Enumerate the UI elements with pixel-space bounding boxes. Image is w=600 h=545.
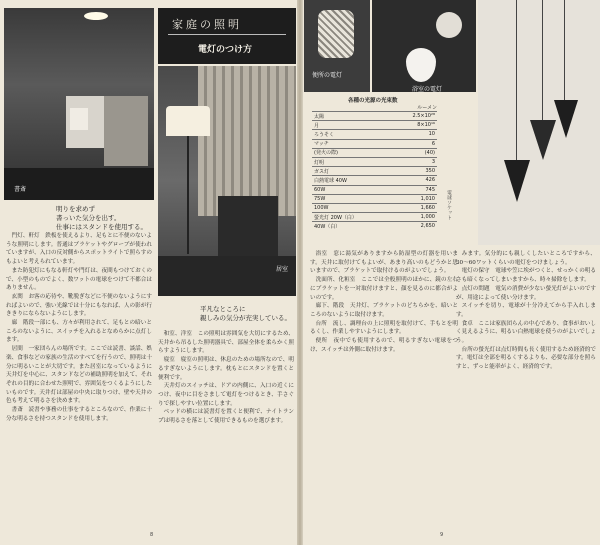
article-title: 家庭の照明 xyxy=(172,18,242,31)
armchair xyxy=(218,196,278,256)
table-cell-source: 40W（白） xyxy=(312,222,392,231)
paragraph: ベッドの横には読書灯を置くと便利で、ナイトランプは明るさを落として使用できるものを選びます。 xyxy=(158,409,294,425)
ceiling-light xyxy=(84,12,108,20)
wall-bracket xyxy=(436,12,462,38)
paragraph: 玄関 お客の応待や、靴脱ぎなどに不便のないようにすればよいので、強い光線では十分にもなれば、人の影が行ききりにならないようにします。 xyxy=(6,293,152,318)
table-row xyxy=(312,157,437,166)
table-cell-lumen: 3 xyxy=(392,157,437,166)
paragraph: 書斎 読書や事務の仕事をするところなので、作業に十分な明るさを持つスタンドを使用します。 xyxy=(6,407,152,422)
table-cell-source: 太陽 xyxy=(312,112,392,121)
paragraph: 浴室 窓に湯気がありますから防湿型の灯器を用います。天井に取付けてもよいが、あまり高いのもどうかと思いますので、ブラケットで取付けるのがよいでしょう。 xyxy=(310,251,458,275)
photo-label-pendant: 便所の電灯 xyxy=(312,72,343,79)
photo-label-wall: 浴室の電灯 xyxy=(412,86,443,92)
book-gutter xyxy=(297,0,303,545)
table-cell-source: ガス灯 xyxy=(312,167,392,176)
desk-shadow xyxy=(4,168,154,200)
table-row xyxy=(312,121,437,130)
table-cell-lumen: 6 xyxy=(392,139,437,148)
paragraph: 洗面所、化粧室 ここでは全般照明のほかに、鏡の左右にブラケットを一対取付けますと、顔を見るのに都合がよいのです。 xyxy=(310,277,458,301)
photo-label-study: 書斎 xyxy=(14,186,27,193)
hanging-lamps-photo xyxy=(478,0,600,245)
table-title: 各種の光源の光束数 xyxy=(348,98,398,104)
caption-line: 明りを求めず xyxy=(56,205,95,213)
caption-line: 仕事にはスタンドを使用する。 xyxy=(56,223,147,231)
table-row xyxy=(312,176,437,185)
paragraph: みます。気分的にも親しくしたいところですから、30〜60ワットくらいの電灯をつけましょう。 xyxy=(456,251,596,266)
caption-line: 親しみの気分が充実している。 xyxy=(200,314,291,322)
photo-label-living: 居室 xyxy=(276,266,289,273)
table xyxy=(312,111,437,230)
paragraph: スイッチを切り、電球が十分冷えてから手入れします。 xyxy=(456,303,596,318)
floor xyxy=(158,256,296,296)
paragraph: 寝室 寝室の照明は、休息のための場所なので、明るすぎないようにします。枕もとにスタンドを置くと便利です。 xyxy=(158,357,294,381)
table-cell-source: ろうそく xyxy=(312,130,392,139)
paragraph: 居間 一家団らんの場所です。ここでは読書、談話、娯楽、食事などの家族の生活のすべてを行うので、照明は十分に明るいことが大切です。また居室になっているように天井灯を中心に、スタンドなどの補助照明を加えて、それぞれの目的に合わせた照明で、雰囲気をつくるようにしたいものです。天井灯は部屋の中央に取りつけ、壁や天井の色も考えて明るさを決めます。 xyxy=(6,346,152,405)
caption-line: 書っいた気分を出す。 xyxy=(56,214,121,222)
paragraph: 廊 階段一部にも、方々が利用されて、足もとの暗いところのないように、スイッチを入れるとなめらかに点灯します。 xyxy=(6,320,152,344)
table-row xyxy=(312,222,437,231)
table-row xyxy=(312,185,437,194)
table-cell-source: 100W xyxy=(312,203,392,212)
table-cell-lumen: 8×10¹⁶ xyxy=(392,121,437,130)
paragraph: 和室、洋室 この照明は雰囲気を大切にするため、天井から吊るした照明器具で、部屋全体を柔らかく照らすようにします。 xyxy=(158,331,294,355)
table-row xyxy=(312,203,437,212)
table-cell-lumen: 350 xyxy=(392,167,437,176)
table-cell-source: 75W xyxy=(312,194,392,203)
page-number-right: 9 xyxy=(440,532,444,538)
article-subtitle: 電灯のつけ方 xyxy=(198,45,253,55)
table-row xyxy=(312,167,437,176)
table-cell-lumen: 1,010 xyxy=(392,194,437,203)
table-cell-source: 月 xyxy=(312,121,392,130)
cone-shade xyxy=(530,120,556,160)
table-row xyxy=(312,130,437,139)
left-text-column-1 xyxy=(6,232,152,532)
paragraph: 電灯の保守 電球や笠に埃がつくと、せっかくの明るさも暗くなってしまいますから、時々掃除をします。 xyxy=(456,268,596,284)
living-room-photo xyxy=(158,66,296,296)
floor-lamp-shade xyxy=(166,106,210,136)
table-cell-lumen: 1,000 xyxy=(392,213,437,222)
pendant-lamp-photo xyxy=(304,0,370,92)
glass-globe xyxy=(406,48,436,82)
table-cell-lumen: 2.5×10²⁸ xyxy=(392,112,437,121)
page-number-left: 8 xyxy=(150,532,154,538)
vertical-label: 電球ソケット xyxy=(446,190,452,220)
table-cell-lumen: 1,660 xyxy=(392,203,437,212)
patterned-curtain xyxy=(198,66,296,216)
right-text-column-2 xyxy=(456,250,596,532)
floor-lamp-pole xyxy=(187,136,189,254)
paragraph: 食卓 ここは家族団らんの中心であり、食事がおいしく見えるように、明るい白熱電球を使うのがよいでしょう。 xyxy=(456,320,596,345)
table-row xyxy=(312,194,437,203)
pendant-cord xyxy=(516,0,517,160)
table-unit-header: ルーメン xyxy=(417,105,437,111)
table-row xyxy=(312,148,437,157)
paragraph: 台所の螢光灯は点灯時間も長く使用するため経済的です。電灯は全部を明るくするよりも、必要な部分を照らすと、ずっと能率がよく、経済的です。 xyxy=(456,346,596,371)
table-cell-lumen: (40) xyxy=(392,148,437,157)
wall-poster xyxy=(70,108,88,130)
title-rule xyxy=(168,34,286,35)
pendant-cord xyxy=(542,0,543,120)
paragraph: 台所 流し、調理台の上に照明を取付けて、手もとを明るくし、作業しやすいようにします。 xyxy=(310,320,458,336)
pendant-cord xyxy=(564,0,565,100)
paragraph: 点灯の問題 電気の消費が少ない螢光灯がよいのですが、用途によって使い分けます。 xyxy=(456,285,596,301)
table-cell-lumen: 10 xyxy=(392,130,437,139)
table-row xyxy=(312,213,437,222)
paragraph: 門灯、軒灯 鉄板を使えるより、足もとに不便のないような照明にします。普通はブラケットやグローブが使われていますが、入口の反対側からスポットライトで照らすのもよいと考えられています。 xyxy=(6,233,152,266)
paragraph: 天井灯のスイッチは、ドアの内側に、入口の近くにつけ、夜中に目をさまして電灯をつけるとき、手さぐりで探しやすい位置にします。 xyxy=(158,383,294,407)
table-cell-source: (発火の際) xyxy=(312,148,392,157)
table-cell-source: 灯明 xyxy=(312,157,392,166)
table-cell-source: マッチ xyxy=(312,139,392,148)
right-text-column-1 xyxy=(310,250,458,532)
paragraph: 便所 夜中でも使用するので、明るすぎない電球をつけ、スイッチは外側に取付けます。 xyxy=(310,338,458,353)
table-cell-source: 白熱電球 40W xyxy=(312,176,392,185)
cone-shade xyxy=(554,100,578,138)
window-light xyxy=(104,96,148,166)
cone-shade xyxy=(504,160,530,202)
left-text-column-2 xyxy=(158,330,294,530)
paragraph: 廊下、階段 天井灯、ブラケットのどちらかを、暗いところのないように取付けます。 xyxy=(310,303,458,318)
light-source-table xyxy=(312,98,437,246)
table-row xyxy=(312,139,437,148)
table-cell-lumen: 745 xyxy=(392,185,437,194)
table-cell-lumen: 2,650 xyxy=(392,222,437,231)
table-row xyxy=(312,112,437,121)
caption-living xyxy=(200,305,296,323)
caption-study xyxy=(56,205,156,232)
paragraph: また防犯灯にもなる軒灯や門灯は、夜間もつけておくので、小型のものでよく、数ワットの電球をつけて不都合はありません。 xyxy=(6,267,152,292)
caption-line: 平凡なところに xyxy=(200,305,246,313)
table-cell-source: 螢光灯 20W（白） xyxy=(312,213,392,222)
article-title-block xyxy=(158,8,296,64)
table-cell-lumen: 426 xyxy=(392,176,437,185)
study-room-photo xyxy=(4,8,154,200)
mesh-pendant xyxy=(318,10,354,58)
wall-lamp-photo xyxy=(372,0,476,92)
table-cell-source: 60W xyxy=(312,185,392,194)
